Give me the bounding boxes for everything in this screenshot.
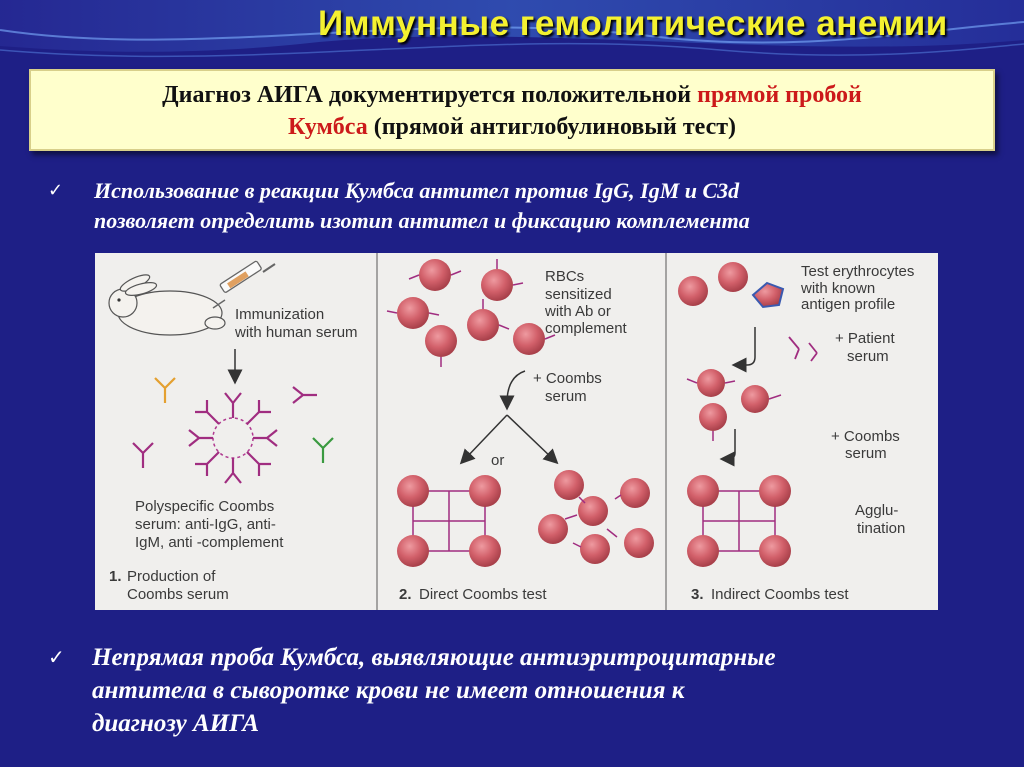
- caption-direct: Direct Coombs test: [419, 586, 547, 603]
- antibody-cluster: [189, 393, 277, 483]
- label-immunization: Immunization: [235, 306, 325, 323]
- diagnosis-callout: [29, 69, 995, 151]
- label-patient: + Patient: [835, 330, 895, 347]
- bullet-line: антитела в сыворотке крови не имеет отношения к: [92, 677, 685, 704]
- label-polyspecific: serum: anti-IgG, anti-: [135, 516, 276, 533]
- caption-production: Coombs serum: [127, 586, 229, 603]
- sensitized-rbcs: [687, 369, 781, 441]
- agglutination-cluster-left: [397, 475, 501, 567]
- label-coombs: serum: [845, 445, 887, 462]
- bullet-indirect-coombs: [48, 641, 998, 740]
- slide-title: Иммунные гемолитические анемии: [318, 4, 948, 43]
- caption-indirect: Indirect Coombs test: [711, 586, 849, 603]
- agglutination-cluster: [687, 475, 791, 567]
- callout-text: Диагноз АИГА документируется положительной: [162, 82, 698, 108]
- label-test-erythrocytes: antigen profile: [801, 296, 896, 313]
- rabbit-icon: [109, 272, 225, 335]
- bullet-line: Использование в реакции Кумбса антител против IgG, IgM и С3d: [94, 178, 740, 203]
- label-coombs: + Coombs: [831, 428, 900, 445]
- antibody-icon: [133, 378, 333, 468]
- label-coombs: serum: [545, 388, 587, 405]
- syringe-icon: [213, 261, 275, 308]
- label-coombs: + Coombs: [533, 370, 602, 387]
- label-polyspecific: IgM, anti -complement: [135, 534, 284, 551]
- label-patient: serum: [847, 348, 889, 365]
- patient-antibodies: [789, 337, 817, 361]
- coombs-diagram: [95, 253, 938, 610]
- test-erythrocytes: [678, 262, 783, 307]
- callout-highlight-direct-test: прямой пробой: [697, 82, 862, 108]
- bullet-line: диагнозу АИГА: [92, 710, 260, 737]
- label-agglutination: Agglu-: [855, 502, 899, 519]
- bullet-line: Непрямая проба Кумбса, выявляющие антиэритроцитарные: [92, 644, 776, 671]
- arrow-icon: [739, 327, 755, 365]
- agglutination-cluster-right: [538, 470, 654, 564]
- label-or: or: [491, 452, 505, 469]
- caption-production: Production of: [127, 568, 216, 585]
- bullet-line: позволяет определить изотип антител и фиксацию комплемента: [94, 208, 750, 233]
- rbc-group-sensitized: [387, 259, 555, 367]
- caption-number: 3.: [691, 586, 704, 603]
- label-rbcs: with Ab or: [545, 303, 611, 320]
- label-rbcs: RBCs: [545, 268, 585, 285]
- caption-number: 1.: [109, 568, 122, 585]
- callout-text-end: (прямой антиглобулиновый тест): [367, 114, 737, 140]
- label-polyspecific: Polyspecific Coombs: [135, 498, 275, 515]
- arrow-icon: [727, 429, 735, 459]
- bullet-coombs-antibodies: [48, 176, 998, 236]
- callout-highlight-coombs: Кумбса: [287, 114, 368, 140]
- checkmark-icon: ✓: [48, 180, 64, 201]
- checkmark-icon: ✓: [48, 645, 65, 669]
- label-rbcs: sensitized: [545, 286, 612, 303]
- label-immunization: with human serum: [235, 324, 358, 341]
- label-agglutination: tination: [857, 520, 906, 537]
- label-test-erythrocytes: Test erythrocytes: [801, 263, 915, 280]
- coombs-test-figure: [95, 253, 938, 610]
- label-rbcs: complement: [545, 320, 627, 337]
- caption-number: 2.: [399, 586, 412, 603]
- label-test-erythrocytes: with known: [801, 280, 876, 297]
- arrow-icon: [507, 415, 553, 459]
- arrow-icon: [507, 371, 525, 403]
